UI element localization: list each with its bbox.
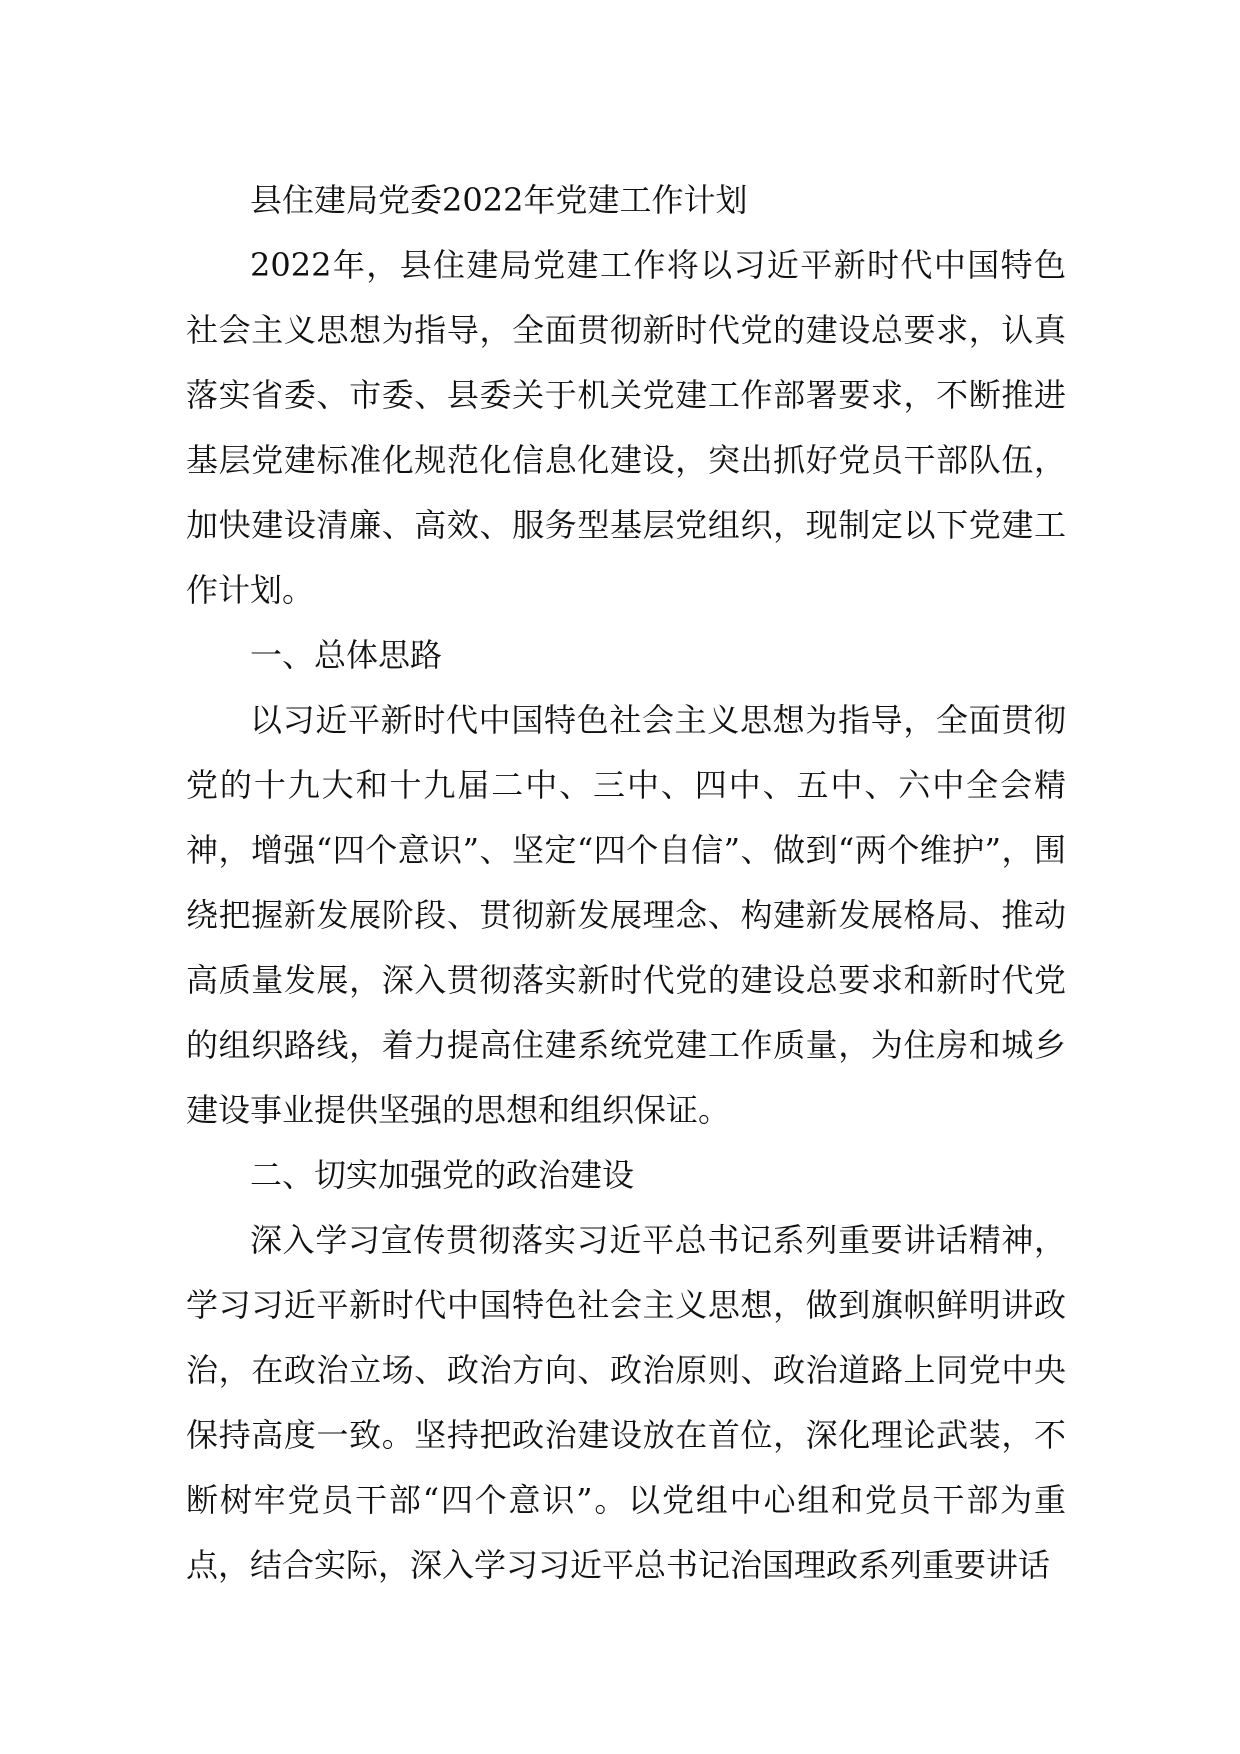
document-body <box>186 168 1066 1598</box>
paragraph-section-2: 深入学习宣传贯彻落实习近平总书记系列重要讲话精神，学习习近平新时代中国特色社会主义思想，做到旗帜鲜明讲政治，在政治立场、政治方向、政治原则、政治道路上同党中央保持高度一致。坚持把政治建设放在首位，深化理论武装，不断树牢党员干部“四个意识”。以党组中心组和党员干部为重点，结合实际，深入学习习近平总书记治国理政系列重要讲话 <box>186 1221 1066 1584</box>
section-heading-2: 二、切实加强党的政治建设 <box>250 1156 635 1194</box>
paragraph-section-1: 以习近平新时代中国特色社会主义思想为指导，全面贯彻党的十九大和十九届二中、三中、四中、五中、六中全会精神，增强“四个意识”、坚定“四个自信”、做到“两个维护”，围绕把握新发展阶段、贯彻新发展理念、构建新发展格局、推动高质量发展，深入贯彻落实新时代党的建设总要求和新时代党的组织路线，着力提高住建系统党建工作质量，为住房和城乡建设事业提供坚强的思想和组织保证。 <box>186 701 1066 1129</box>
section-heading-1: 一、总体思路 <box>250 636 443 674</box>
document-title: 县住建局党委2022年党建工作计划 <box>250 181 748 219</box>
paragraph-intro: 2022年，县住建局党建工作将以习近平新时代中国特色社会主义思想为指导，全面贯彻新时代党的建设总要求，认真落实省委、市委、县委关于机关党建工作部署要求，不断推进基层党建标准化规范化信息化建设，突出抓好党员干部队伍，加快建设清廉、高效、服务型基层党组织，现制定以下党建工作计划。 <box>186 246 1066 609</box>
